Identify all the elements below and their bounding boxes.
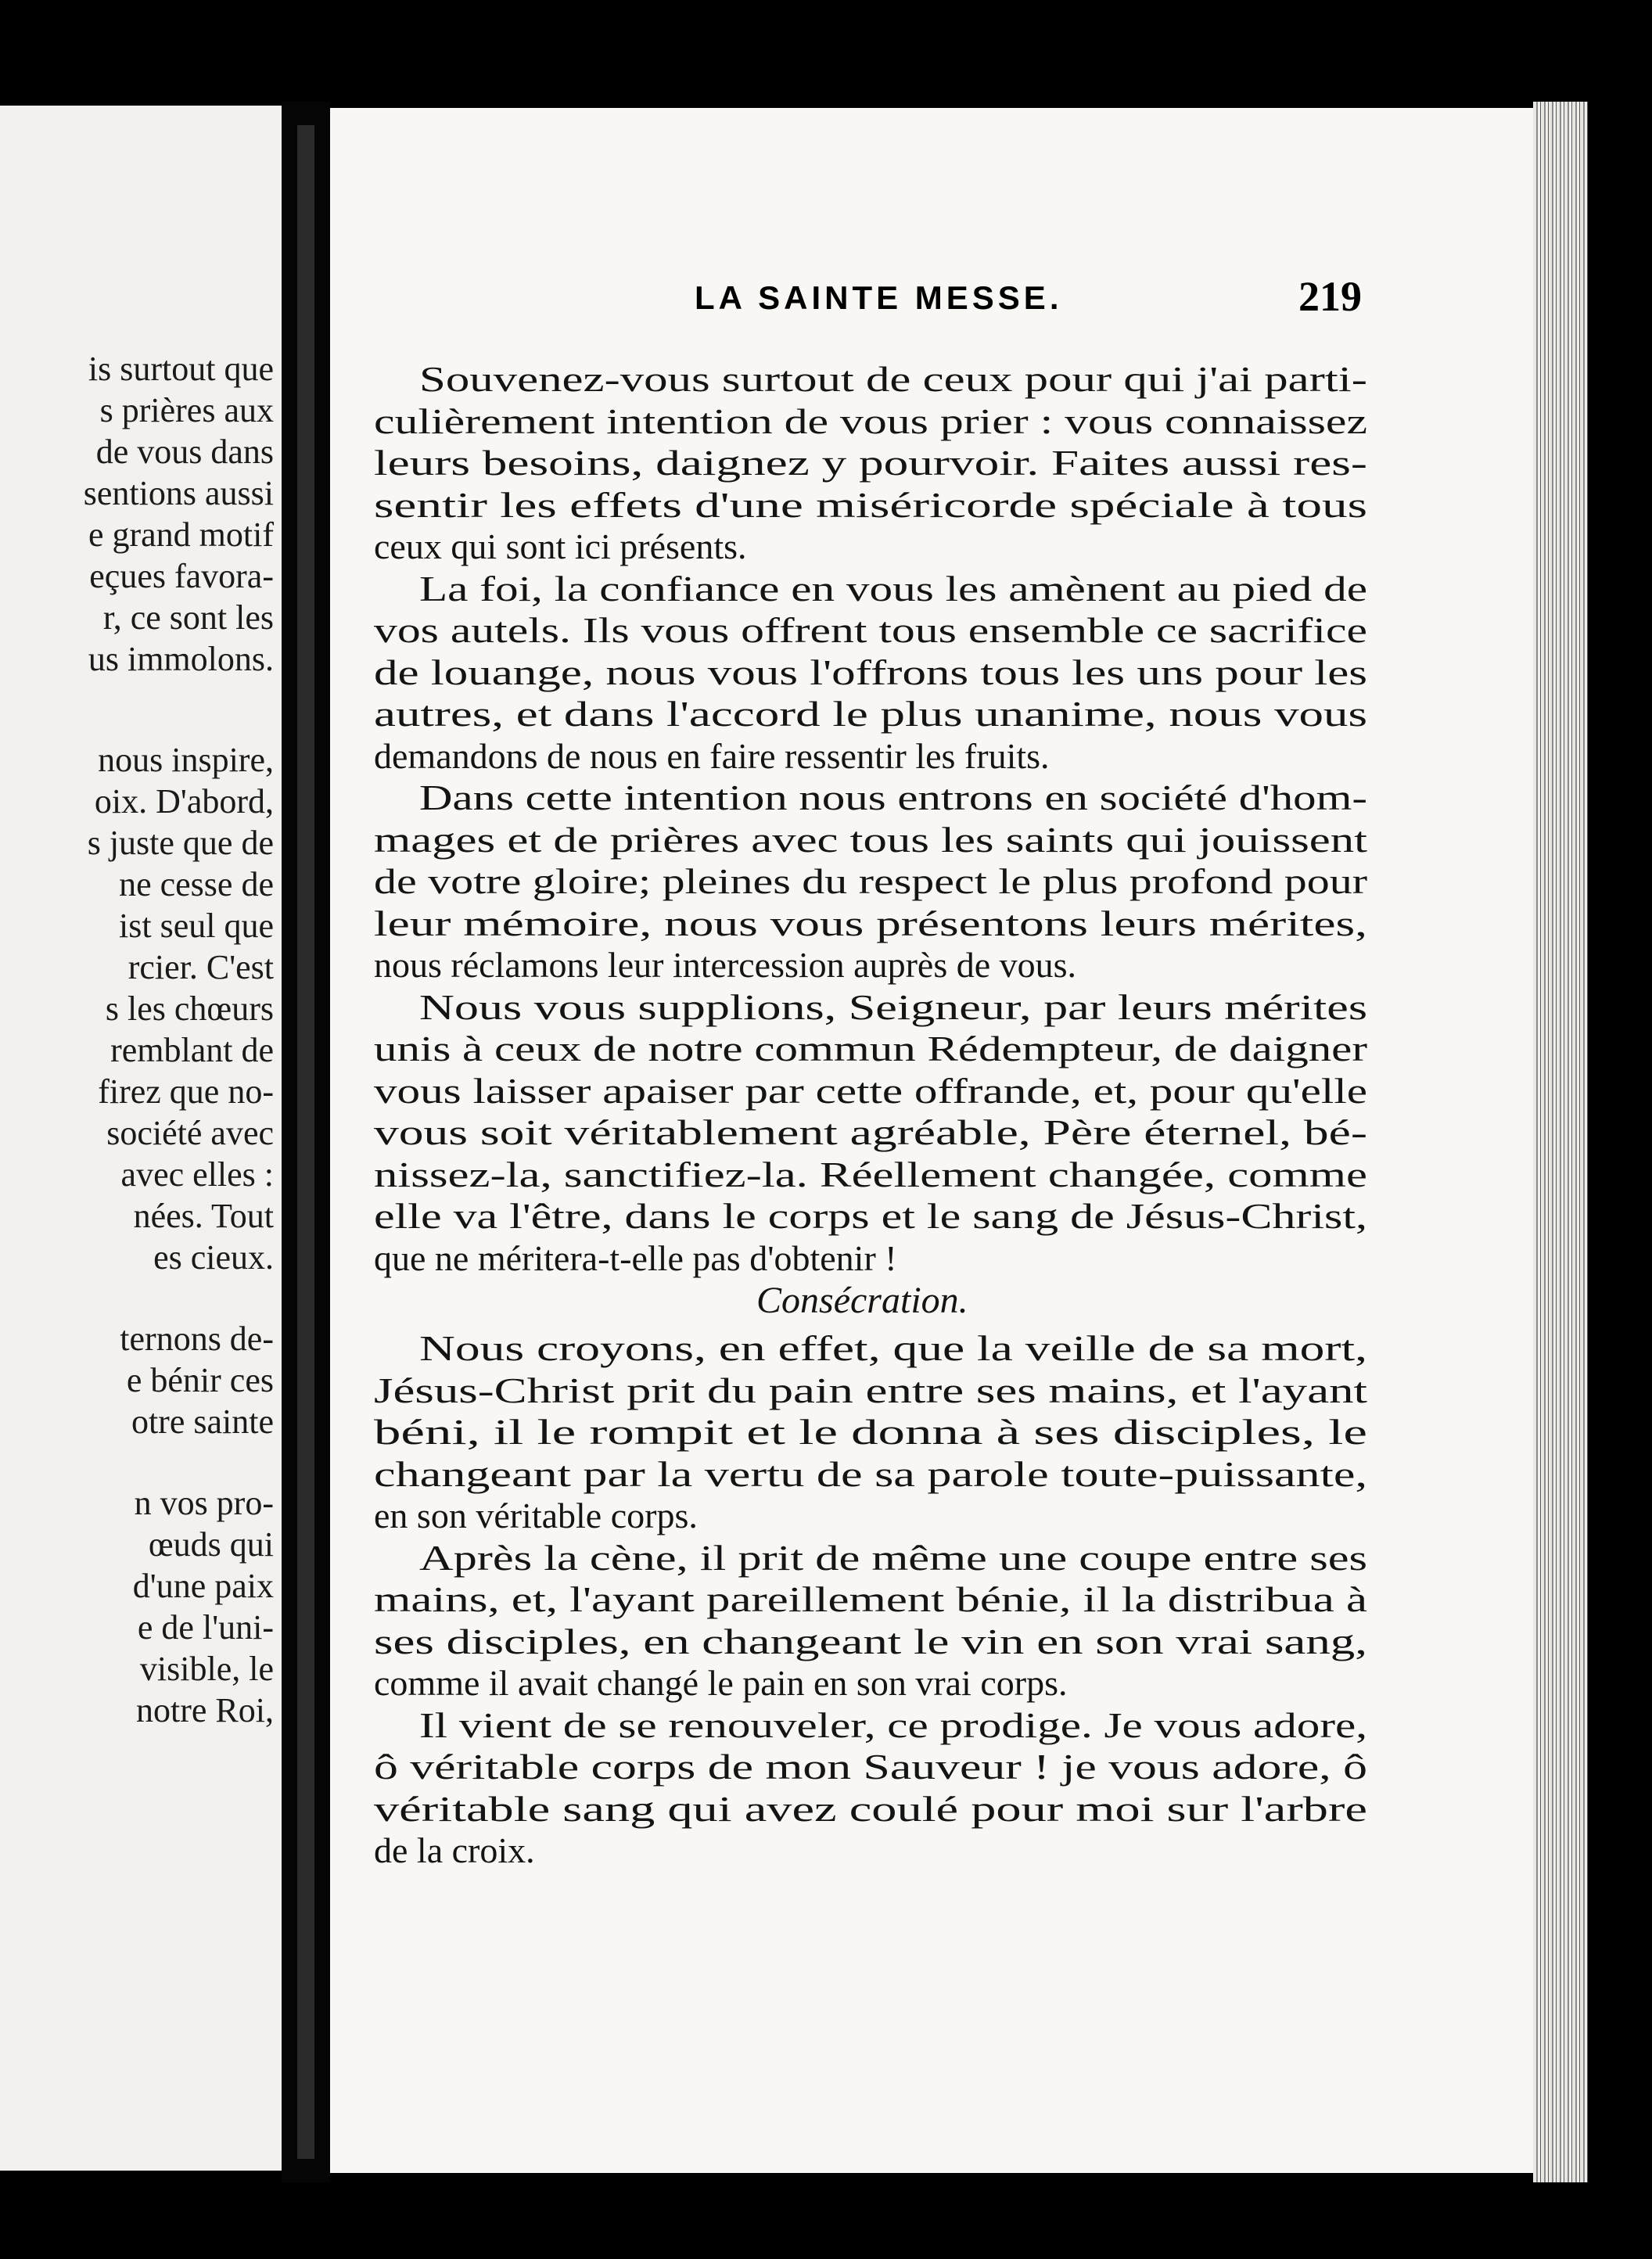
section-heading: Consécration. xyxy=(756,1280,968,1321)
left-page-line: visible, le xyxy=(139,1650,274,1688)
left-page-line: œuds qui xyxy=(148,1525,274,1564)
body-line: mages et de prières avec tous les saints qui jouissent xyxy=(374,819,1367,860)
left-page-line: is surtout que xyxy=(88,350,274,388)
left-page-line: s prières aux xyxy=(99,391,274,429)
page-number: 219 xyxy=(1298,273,1362,320)
body-line: vos autels. Ils vous offrent tous ensemble ce sacrifice xyxy=(374,610,1367,650)
body-line: de votre gloire; pleines du respect le plus profond pour xyxy=(374,861,1367,901)
left-page-line: d'une paix xyxy=(132,1567,274,1605)
body-line: elle va l'être, dans le corps et le sang de Jésus-Christ, xyxy=(374,1196,1367,1236)
body-line: leur mémoire, nous vous présentons leurs mérites, xyxy=(374,903,1367,943)
body-line: Jésus-Christ prit du pain entre ses mains, et l'ayant xyxy=(374,1370,1367,1410)
body-line: vous laisser apaiser par cette offrande, et, pour qu'elle xyxy=(374,1070,1367,1111)
left-page-line: e de l'uni- xyxy=(137,1608,274,1647)
body-line: Nous vous supplions, Seigneur, par leurs mérites xyxy=(419,986,1367,1027)
body-line: ceux qui sont ici présents. xyxy=(374,526,747,566)
body-line: unis à ceux de notre commun Rédempteur, de daigner xyxy=(374,1029,1367,1068)
left-page-line: société avec xyxy=(106,1114,274,1152)
left-page-line: rcier. C'est xyxy=(127,948,274,986)
left-page-line: notre Roi, xyxy=(136,1691,274,1729)
body-line: comme il avait changé le pain en son vrai corps. xyxy=(374,1663,1068,1703)
left-page-line: es cieux. xyxy=(153,1238,274,1277)
body-line: Il vient de se renouveler, ce prodige. Je vous adore, xyxy=(419,1704,1367,1745)
left-page-line: firez que no- xyxy=(98,1072,274,1111)
left-page-line: oix. D'abord, xyxy=(94,782,274,821)
body-line: nous réclamons leur intercession auprès de vous. xyxy=(374,945,1077,985)
left-page-line: nous inspire, xyxy=(98,741,274,779)
left-page-line: us immolons. xyxy=(88,640,274,678)
body-line: de la croix. xyxy=(374,1830,535,1870)
body-line: béni, il le rompit et le donna à ses disciples, le xyxy=(374,1412,1367,1452)
left-page-line: nées. Tout xyxy=(133,1197,274,1235)
body-line: de louange, nous vous l'offrons tous les uns pour les xyxy=(374,652,1367,692)
left-page-line: de vous dans xyxy=(95,433,274,471)
body-line: Nous croyons, en effet, que la veille de sa mort, xyxy=(419,1328,1367,1368)
page-edges xyxy=(1533,102,1588,2182)
left-page-line: s juste que de xyxy=(87,824,274,862)
body-line: mains, et, l'ayant pareillement bénie, il la distribua à xyxy=(374,1579,1367,1619)
left-page-line: avec elles : xyxy=(120,1155,274,1194)
body-line: sentir les effets d'une miséricorde spéciale à tous xyxy=(374,484,1367,525)
body-line: ô véritable corps de mon Sauveur ! je vous adore, ô xyxy=(374,1747,1367,1787)
left-page-line: e grand motif xyxy=(88,515,274,554)
body-line: autres, et dans l'accord le plus unanime, nous vous xyxy=(374,694,1367,734)
left-page-line: e bénir ces xyxy=(126,1361,274,1399)
body-line: Après la cène, il prit de même une coupe entre ses xyxy=(419,1537,1367,1578)
body-line: en son véritable corps. xyxy=(374,1496,698,1535)
body-line: véritable sang qui avez coulé pour moi sur l'arbre xyxy=(374,1788,1367,1829)
left-page-line: r, ce sont les xyxy=(102,598,274,637)
left-page-line: ternons de- xyxy=(120,1320,274,1358)
running-head: LA SAINTE MESSE. xyxy=(695,279,1063,316)
body-line: demandons de nous en faire ressentir les fruits. xyxy=(374,735,1050,776)
left-page xyxy=(0,106,282,2171)
body-line: changeant par la vertu de sa parole toute-puissante, xyxy=(374,1453,1367,1494)
left-page-line: ist seul que xyxy=(119,907,274,945)
book-gutter-shadow xyxy=(297,125,314,2159)
left-page-line: sentions aussi xyxy=(83,474,274,512)
left-page-line: s les chœurs xyxy=(105,989,274,1028)
left-page-line: remblant de xyxy=(110,1031,274,1069)
left-page-line: eçues favora- xyxy=(89,557,274,595)
left-page-line: n vos pro- xyxy=(134,1484,274,1522)
body-line: Dans cette intention nous entrons en société d'hom- xyxy=(419,778,1367,817)
body-line: culièrement intention de vous prier : vous connaissez xyxy=(374,400,1367,441)
body-line: leurs besoins, daignez y pourvoir. Faites aussi res- xyxy=(374,443,1367,483)
body-line: nissez-la, sanctifiez-la. Réellement changée, comme xyxy=(374,1154,1367,1194)
body-line: que ne méritera-t-elle pas d'obtenir ! xyxy=(374,1237,897,1278)
left-page-line: ne cesse de xyxy=(119,865,274,903)
body-line: Souvenez-vous surtout de ceux pour qui j'ai parti- xyxy=(419,359,1367,399)
body-line: ses disciples, en changeant le vin en son vrai sang, xyxy=(374,1621,1367,1661)
left-page-line: otre sainte xyxy=(131,1402,274,1441)
body-line: La foi, la confiance en vous les amènent au pied de xyxy=(419,568,1367,609)
body-line: vous soit véritablement agréable, Père éternel, bé- xyxy=(374,1112,1367,1152)
